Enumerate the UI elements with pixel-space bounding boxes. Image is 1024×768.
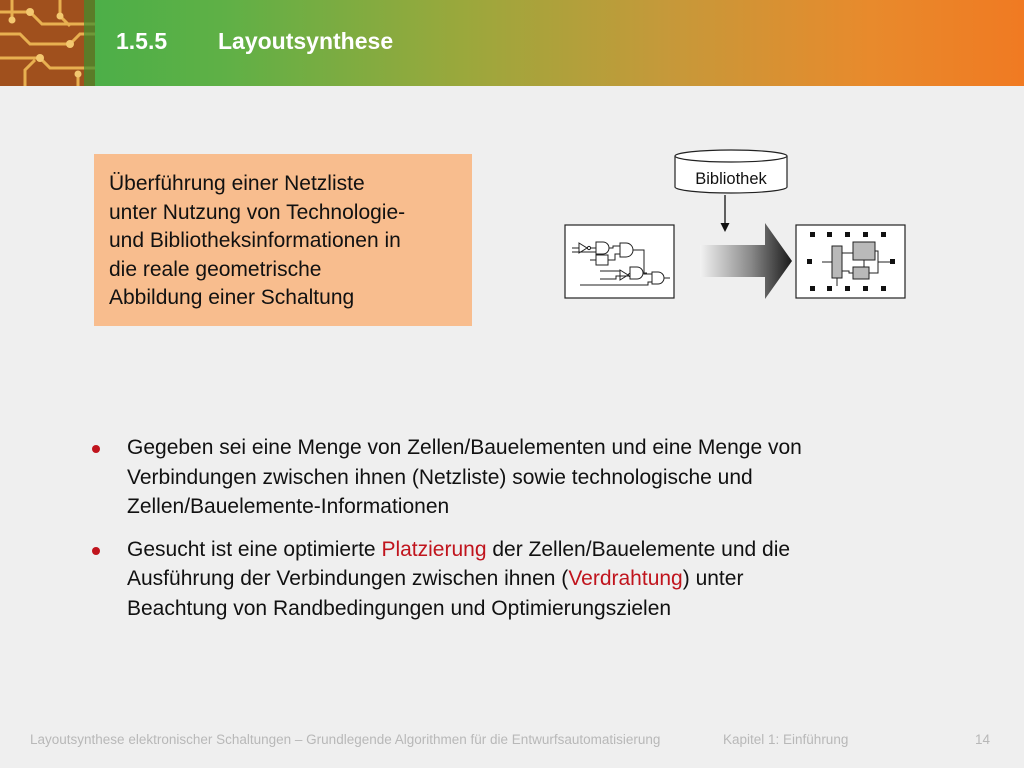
bullet-text: ) unter [682,567,744,590]
bullet-list [88,433,948,636]
bullet-line [127,564,948,594]
netlist-schematic-icon [565,225,674,298]
bullet-item-given [88,433,948,522]
bullet-line: Zellen/Bauelemente-Informationen [127,495,450,518]
bullet-line [127,535,948,565]
bullet-line: Verbindungen zwischen ihnen (Netzliste) sowie technologische und [127,465,753,489]
definition-line: die reale geometrische [109,257,322,281]
bullet-item-sought [88,535,948,624]
highlight-placement: Platzierung [381,537,487,561]
definition-line: Abbildung einer Schaltung [109,286,355,309]
bullet-dot-icon [92,445,100,453]
bullet-text: Ausführung der Verbindungen zwischen ihnen ( [127,567,569,590]
bullet-text: Gesucht ist eine optimierte [127,537,382,561]
library-label: Bibliothek [695,170,767,188]
definition-line: Überführung einer Netzliste [109,172,365,195]
bullet-dot-icon [92,547,100,555]
circuit-board-logo [0,0,95,86]
section-number: 1.5.5 [116,28,168,54]
definition-line: unter Nutzung von Technologie- [109,200,406,224]
bullet-line: Beachtung von Randbedingungen und Optimierungszielen [127,596,672,620]
transform-arrow-icon [700,223,792,299]
footer [0,732,1024,752]
definition-line: und Bibliotheksinformationen in [109,229,401,252]
section-title: Layoutsynthese [218,28,394,54]
chip-layout-icon [796,225,905,298]
bullet-line: Gegeben sei eine Menge von Zellen/Bauelementen und eine Menge von [127,436,802,459]
library-cylinder-icon [675,150,787,193]
layout-synthesis-diagram [560,145,910,305]
footer-page-number: 14 [975,732,991,747]
down-arrow-icon [721,195,730,232]
bullet-text: der Zellen/Bauelemente und die [486,537,791,561]
footer-chapter: Kapitel 1: Einführung [723,732,849,747]
footer-course: Layoutsynthese elektronischer Schaltungen – Grundlegende Algorithmen für die Entwurfsautomatisierung [30,732,661,747]
highlight-routing: Verdrahtung [568,567,683,590]
page-title [116,28,393,55]
header-bar [0,0,1024,86]
definition-box [94,154,472,326]
